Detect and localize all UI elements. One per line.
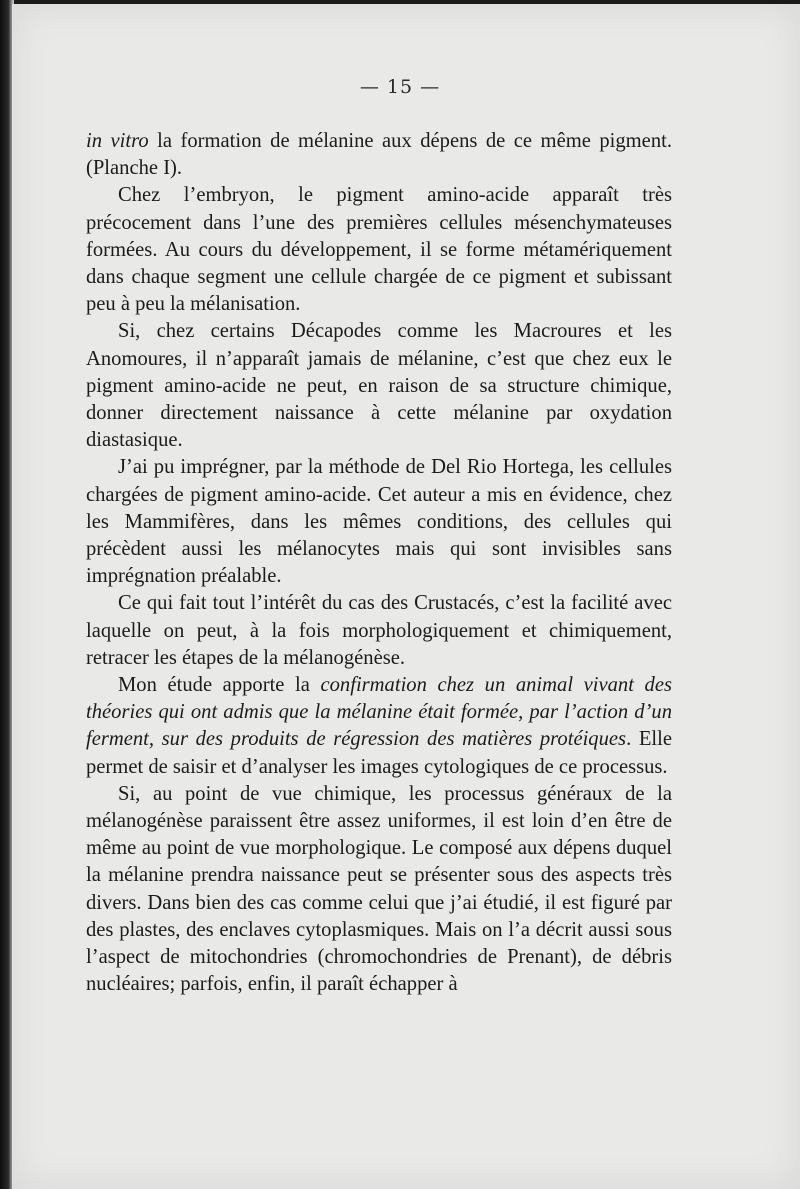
paragraph-3 <box>86 318 672 454</box>
italic-term: in vitro <box>86 130 149 152</box>
paragraph-5 <box>86 590 672 672</box>
paragraph-text: Chez l’embryon, le pigment amino-acide apparaît très précocement dans l’une des premières cellules mésenchymateuses formées. Au cours du développement, il se forme métamériquement dans chaque segment une cellule chargée de ce pigment et subissant peu à peu la mélanisation. <box>86 184 672 316</box>
paragraph-4 <box>86 454 672 590</box>
paragraph-text: la formation de mélanine aux dépens de ce même pigment. (Planche I). <box>86 130 672 180</box>
paragraph-1 <box>86 128 672 182</box>
paragraph-text: . Elle permet de saisir et d’analyser les images cytologiques de ce processus. <box>86 728 672 778</box>
italic-emphasis: confirmation chez un animal vivant des théories qui ont admis que la mélanine était formée, par l’action d’un ferment, sur des produits de régression des matières protéiques <box>86 674 672 751</box>
paragraph-7 <box>86 781 672 999</box>
paragraph-text: Si, au point de vue chimique, les processus généraux de la mélanogénèse paraissent être assez uniformes, il est loin d’en être de même au point de vue morphologique. Le composé aux dépens duquel la mélanine prendra naissance peut se présenter sous des aspects très divers. Dans bien des cas comme celui que j’ai étudié, il est figuré par des plastes, des enclaves cytoplasmiques. Mais on l’a décrit aussi sous l’aspect de mitochondries (chromochondries de Prenant), de débris nucléaires; parfois, enfin, il paraît échapper à <box>86 782 672 996</box>
body-text <box>86 128 672 999</box>
paragraph-2 <box>86 182 672 318</box>
paragraph-text: Ce qui fait tout l’intérêt du cas des Crustacés, c’est la facilité avec laquelle on peut, à la fois morphologiquement et chimiquement, retracer les étapes de la mélanogénèse. <box>86 592 672 669</box>
page-number: — 15 — <box>359 76 441 98</box>
paragraph-6 <box>86 672 672 781</box>
paragraph-text: Mon étude apporte la <box>118 674 321 697</box>
paragraph-text: J’ai pu imprégner, par la méthode de Del Rio Hortega, les cellules chargées de pigment amino-acide. Cet auteur a mis en évidence, chez les Mammifères, dans les mêmes conditions, des cellules qui précèdent aussi les mélanocytes mais qui sont invisibles sans imprégnation préalable. <box>86 456 672 588</box>
paragraph-text: Si, chez certains Décapodes comme les Macroures et les Anomoures, il n’apparaît jamais de mélanine, c’est que chez eux le pigment amino-acide ne peut, en raison de sa structure chimique, donner directement naissance à cette mélanine par oxydation diastasique. <box>86 320 672 452</box>
